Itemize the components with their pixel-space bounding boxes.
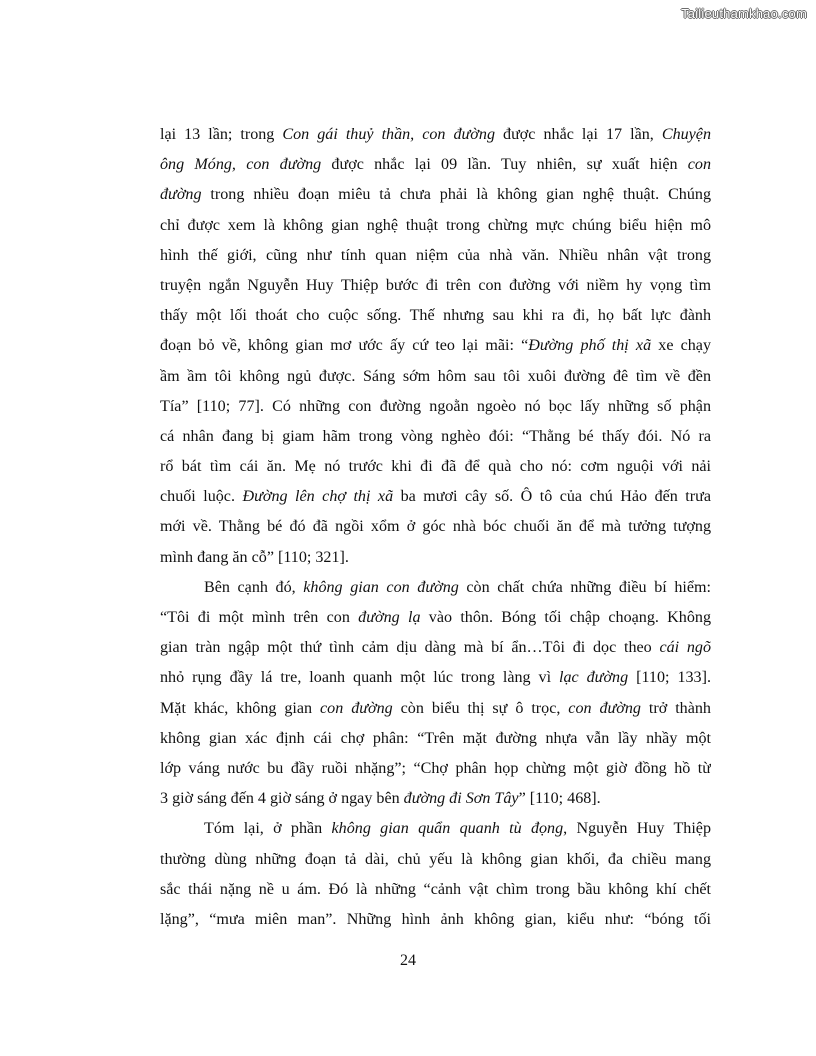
italic-text: lạc đường	[559, 669, 629, 687]
text-line	[160, 452, 711, 482]
italic-text: con đường	[320, 699, 393, 717]
italic-text: Con gái thuỷ thần, con đường	[282, 126, 495, 143]
text-run: lại 13 lần; trong	[160, 126, 283, 143]
text-line	[160, 392, 711, 422]
text-line	[160, 362, 711, 392]
page-number: 24	[400, 952, 416, 969]
text-run: Mặt khác, không gian	[160, 699, 321, 717]
text-run: “Tôi đi một mình trên con	[160, 609, 359, 626]
text-run: mới về. Thằng bé đó đã ngồi xổm ở góc nhà bóc chuối ăn để mà tưởng tượng	[160, 518, 711, 536]
text-run: được nhắc lại 17 lần,	[495, 126, 662, 143]
text-run: gian tràn ngập một thứ tình cảm dịu dàng mà bí ẩn…Tôi đi dọc theo	[160, 639, 660, 657]
italic-text: Đường lên chợ thị xã	[242, 488, 394, 506]
text-run: không gian xác định cái chợ phân: “Trên mặt đường nhựa vẫn lầy nhầy một	[160, 729, 711, 747]
text-run: cá nhân đang bị giam hãm trong vòng nghèo đói: “Thằng bé thấy đói. Nó ra	[160, 427, 711, 445]
text-run: xe chạy	[651, 337, 711, 355]
text-run: nhỏ rụng đầy lá tre, loanh quanh một lúc trong làng vì	[160, 669, 560, 687]
text-line	[160, 422, 711, 452]
text-run: truyện ngắn Nguyễn Huy Thiệp bước đi trên con đường với niềm hy vọng tìm	[160, 276, 711, 294]
italic-text: Chuyện	[661, 126, 711, 143]
text-line	[160, 754, 711, 784]
text-run: chuối luộc.	[160, 488, 243, 506]
text-line	[160, 814, 711, 844]
text-run: mình đang ăn cỗ” [110; 321].	[160, 548, 349, 566]
text-run: thường dùng những đoạn tả dài, chủ yếu là không gian khối, đa chiều mang	[160, 850, 711, 868]
text-line	[160, 482, 711, 512]
text-run: trong nhiều đoạn miêu tả chưa phải là không gian nghệ thuật. Chúng	[201, 186, 711, 204]
text-line	[160, 150, 711, 180]
text-line	[160, 663, 711, 693]
text-line	[160, 211, 711, 241]
text-run: ba mươi cây số. Ô tô của chú Hảo đến trưa	[393, 488, 711, 506]
text-line	[160, 331, 711, 361]
text-run: thấy một lối thoát cho cuộc sống. Thế nhưng sau khi ra đi, họ bất lực đành	[160, 307, 711, 325]
text-line	[160, 724, 711, 754]
text-run: lớp váng nước bu đầy ruồi nhặng”; “Chợ phân họp chừng một giờ đồng hồ từ	[160, 759, 711, 777]
text-line	[160, 271, 711, 301]
italic-text: con	[687, 156, 711, 174]
text-run: ầm ầm tôi không ngủ được. Sáng sớm hôm sau tôi xuôi đường đê tìm về đền	[160, 367, 711, 385]
document-body	[160, 120, 711, 935]
italic-text: không gian con đường	[303, 578, 459, 596]
paragraph	[160, 814, 711, 935]
text-run: được nhắc lại 09 lần. Tuy nhiên, sự xuất hiện	[321, 156, 688, 174]
italic-text: ông Móng, con đường	[160, 156, 322, 174]
text-run: Tóm lại, ở phần	[204, 820, 332, 838]
text-run: hình thế giới, cũng như tính quan niệm của nhà văn. Nhiều nhân vật trong	[160, 246, 711, 264]
watermark: Tailieuthamkhao.com	[681, 6, 807, 21]
text-line	[160, 694, 711, 724]
text-run: [110; 133].	[628, 669, 711, 687]
text-run: ” [110; 468].	[518, 790, 601, 808]
paragraph	[160, 573, 711, 815]
text-line	[160, 875, 711, 905]
text-run: vào thôn. Bóng tối chập choạng. Không	[420, 609, 711, 626]
italic-text: con đường	[568, 699, 641, 717]
text-run: chỉ được xem là không gian nghệ thuật trong chừng mực chúng biểu hiện mô	[160, 216, 711, 234]
text-line	[160, 512, 711, 542]
text-line	[160, 784, 711, 814]
italic-text: không gian quẩn quanh tù đọng	[331, 820, 564, 838]
text-line	[160, 180, 711, 210]
text-run: còn chất chứa những điều bí hiểm:	[458, 578, 711, 596]
italic-text: đường	[160, 186, 202, 204]
text-run: Tía” [110; 77]. Có những con đường ngoằn ngoèo nó bọc lấy những số phận	[160, 397, 711, 415]
italic-text: cái ngõ	[659, 639, 711, 657]
text-run: Bên cạnh đó,	[204, 578, 304, 596]
paragraph	[160, 120, 711, 573]
italic-text: Đường phố thị xã	[528, 337, 652, 355]
text-run: đoạn bỏ về, không gian mơ ước ấy cứ teo lại mãi: “	[160, 337, 529, 355]
italic-text: đường đi Sơn Tây	[403, 790, 519, 808]
text-run: , Nguyễn Huy Thiệp	[563, 820, 711, 838]
text-line	[160, 241, 711, 271]
text-run: còn biểu thị sự ô trọc,	[392, 699, 569, 717]
text-run: trở thành	[640, 699, 711, 717]
text-run: rổ bát tìm cái ăn. Mẹ nó trước khi đi đã để quà cho nó: cơm nguội với nải	[160, 458, 711, 476]
text-line	[160, 301, 711, 331]
text-line	[160, 573, 711, 603]
text-line	[160, 633, 711, 663]
text-line	[160, 603, 711, 633]
text-line	[160, 905, 711, 935]
text-line	[160, 845, 711, 875]
text-run: lặng”, “mưa miên man”. Những hình ảnh không gian, kiểu như: “bóng tối	[160, 910, 711, 928]
italic-text: đường lạ	[358, 609, 421, 626]
text-line	[160, 543, 711, 573]
text-line	[160, 120, 711, 150]
text-run: 3 giờ sáng đến 4 giờ sáng ở ngay bên	[160, 790, 404, 808]
text-run: sắc thái nặng nề u ám. Đó là những “cảnh vật chìm trong bầu không khí chết	[160, 880, 711, 898]
